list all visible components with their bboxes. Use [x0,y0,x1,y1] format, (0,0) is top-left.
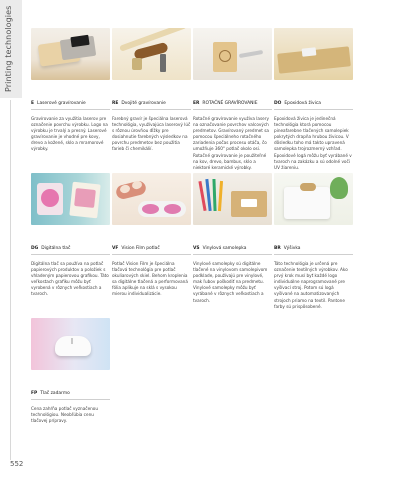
technique-code: FP [31,391,38,396]
technique-code: DO [274,101,282,106]
technique-code: DG [31,246,39,251]
technique-card-embroidery [274,173,353,310]
page-number: 552 [10,460,24,468]
technique-card-vision-film [112,173,191,298]
technique-card-rotary-engraving [193,28,272,171]
caption-divider [274,254,353,255]
technique-title: Výšivka [283,246,301,251]
free-print-image [31,318,110,370]
technique-description: Potlač Vision Film je špeciálna tlačová technológia pre potlač okuliarových skiel. Behom kroplenia sa digitálne tlačená a performovaná fólia aplikuje na sklá s vysokou mierou individualizácie. [112,261,188,297]
vinyl-sticker-image [193,173,272,225]
double-engraving-image [112,28,191,80]
technique-code: BR [274,246,281,251]
technique-title: Tlač zadarmo [40,391,70,396]
epoxy-resin-image [274,28,353,80]
technique-code: RE [112,101,119,106]
technique-card-free-print [31,318,110,424]
technique-code: E [31,101,34,106]
embroidery-image [274,173,353,225]
technique-card-vinyl-sticker [193,173,272,304]
caption-divider [112,109,191,110]
rotary-engraving-image [193,28,272,80]
technique-description: Epoxidová živica je jedinečná technológia ktorá pomocou pineafarebne tlačených samolepiek pokrytých drapňa hrubou živicou. V dôsledku toho má takto upravená samolepka trojrozmerný vzhľad. Epoxidové logá môžu byť vyrábané v tvaroch na zakázku a sú odolné voči UV žiareniu. [274,116,352,170]
technique-description: Digitálna tlač sa používa na potlač papierových produktov a položiek s vhladeným papierovou grafikou. Táto veľkostach grafiku môžu byť vyrobená v rôznych veľkostiach a tvaroch. [31,261,109,297]
technique-description: Farebný gravír je špeciálna laserová technológia, využívajúca laserový lúč s rôznou úrovňou dĺžky pre dosiahnutie farebných výsledkov na povrchu predmetov bez použitia farieb či chemikálií. [112,116,191,152]
technique-code: VS [193,246,200,251]
caption-divider [193,109,272,110]
technique-title: Dvojité gravírovanie [121,101,166,106]
digital-print-image [31,173,110,225]
technique-card-digital-print [31,173,110,298]
caption-divider [31,109,110,110]
technique-description: Rotačné gravírovanie využíva lasery na označovanie povrchov valcových predmetov. Gravírovaný predmet sa pomocou špeciálneho rotačného zariadenia počas procesu otáča, čo umožňuje 360° potlač okolo osi. Rotačné gravírovanie je použiteľné na kov, drevo, bambus, sklo a niektoré keramické výrobky. [193,116,269,170]
technique-code: ER [193,101,200,106]
technique-description: Vinylové samolepky sú digitálne tlačené na vinylovom samolepivom podklade, používajú pre vinylové, mak ľubov poškodiť na predmetu. Vinylové samolepky môžu byť vyrábané v rôznych veľkostiach a tvaroch. [193,261,268,303]
technique-description: Gravírovanie za využitia laserov pre označenie povrchu výrobku. Logo na výrobku je trvalý a presný. Laserové gravírovanie je vhodné pre kovy, drevo a kožené, sklo a mramorové výrobky. [31,116,108,152]
sidebar-divider [10,100,11,460]
technique-code: VF [112,246,119,251]
technique-title: Vinylová samolepka [202,246,247,251]
vision-film-image [112,173,191,225]
technique-description: Cena zahŕňa potlač vyznačenou technológiou. Neobľúbia cenu tlačovej prípravy. [31,406,99,424]
sidebar-title: Printing technologies [4,5,13,92]
technique-card-laser-engraving [31,28,110,153]
technique-title: Vision Film potlač [121,246,160,251]
caption-divider [193,254,272,255]
caption-divider [274,109,353,110]
technique-card-epoxy-resin [274,28,353,171]
caption-divider [31,254,110,255]
technique-title: Digitálna tlač [41,246,71,251]
technique-title: ROTAČNÉ GRAVÍROVANIE [202,101,258,106]
laser-engraving-image [31,28,110,80]
technique-title: Laserové gravírovanie [37,101,86,106]
caption-divider [31,399,110,400]
caption-divider [112,254,191,255]
technique-title: Epoxidová živica [284,101,321,106]
technique-description: Táto technológia je určená pre označenie textilných výrobkov. Ako prvý krok musí byť každé logo individuálne naprogramované pre vyšívací stroj. Potom sú logá vyšívané na automatizovaných strojoch priamo na textil. Pantone farby sú prispôsobené. [274,261,348,309]
technique-card-double-engraving [112,28,191,153]
